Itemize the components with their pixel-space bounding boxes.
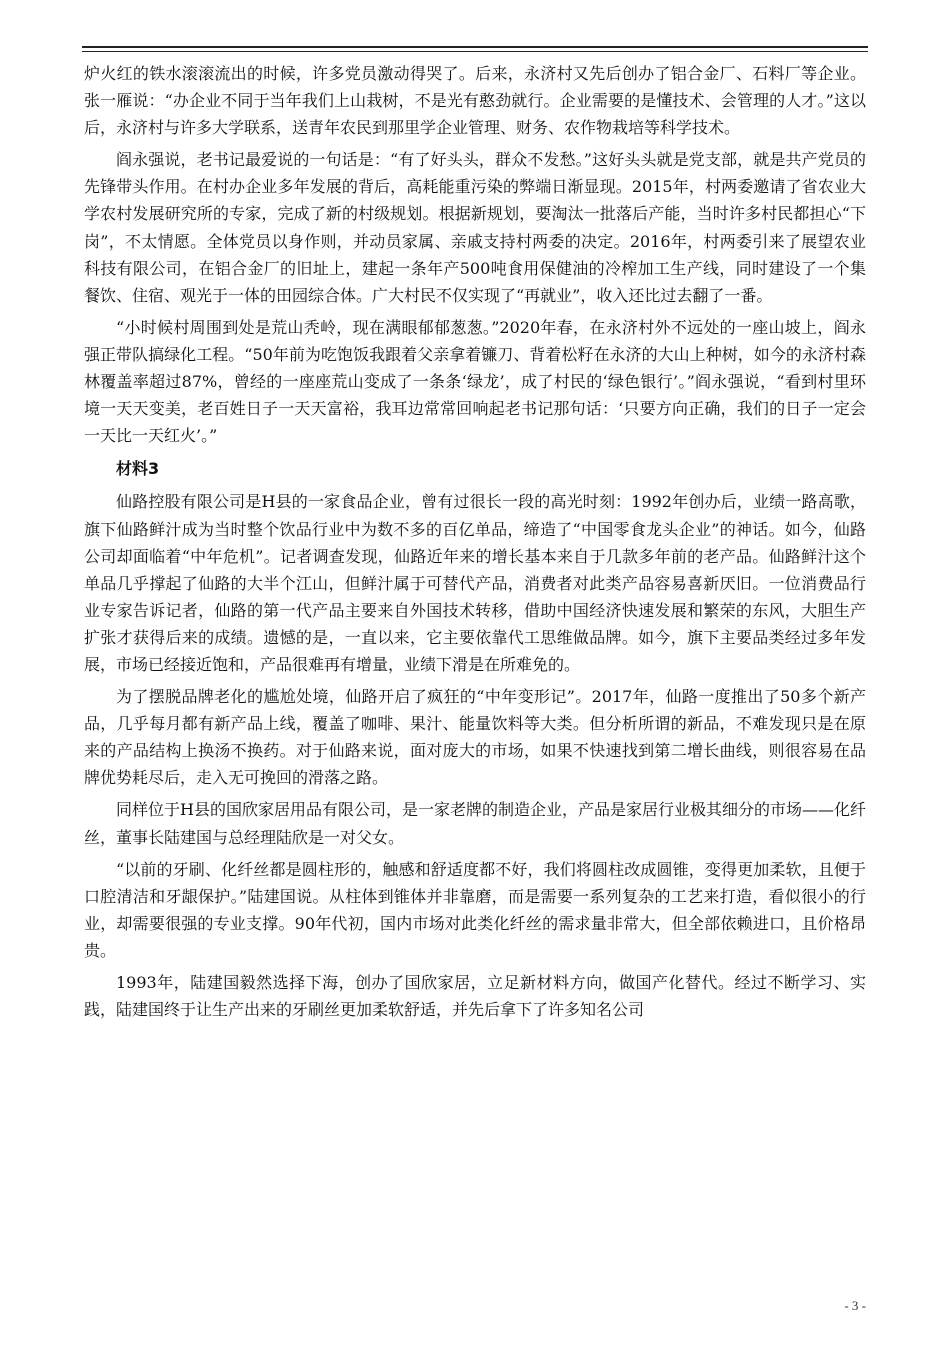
paragraph: 仙路控股有限公司是H县的一家食品企业，曾有过很长一段的高光时刻：1992年创办后，业绩一路高歌，旗下仙路鲜汁成为当时整个饮品行业中为数不多的百亿单品，缔造了“中国零食龙头企业”的神话。如今，仙路公司却面临着“中年危机”。记者调查发现，仙路近年来的增长基本来自于几款多年前的老产品。仙路鲜汁这个单品几乎撑起了仙路的大半个江山，但鲜汁属于可替代产品，消费者对此类产品容易喜新厌旧。一位消费品行业专家告诉记者，仙路的第一代产品主要来自外国技术转移，借助中国经济快速发展和繁荣的东风，大胆生产扩张才获得后来的成绩。遗憾的是，一直以来，它主要依靠代工思维做品牌。如今，旗下主要品类经过多年发展，市场已经接近饱和，产品很难再有增量，业绩下滑是在所难免的。	[84, 492, 866, 674]
paragraph-continued: 炉火红的铁水滚滚流出的时候，许多党员激动得哭了。后来，永济村又先后创办了铝合金厂、石料厂等企业。张一雁说：“办企业不同于当年我们上山栽树，不是光有憨劲就行。企业需要的是懂技术、会管理的人才。”这以后，永济村与许多大学联系，送青年农民到那里学企业管理、财务、农作物栽培等科学技术。	[84, 64, 866, 138]
paragraph: “小时候村周围到处是荒山秃岭，现在满眼郁郁葱葱。”2020年春，在永济村外不远处的一座山坡上，阎永强正带队搞绿化工程。“50年前为吃饱饭我跟着父亲拿着镰刀、背着松籽在永济的大山上种树，如今的永济村森林覆盖率超过87%，曾经的一座座荒山变成了一条条‘绿龙’，成了村民的‘绿色银行’。”阎永强说，“看到村里环境一天天变美，老百姓日子一天天富裕，我耳边常常回响起老书记那句话：‘只要方向正确，我们的日子一定会一天比一天红火’。”	[84, 317, 866, 446]
page-number: - 3 -	[844, 1298, 866, 1313]
paragraph: 为了摆脱品牌老化的尴尬处境，仙路开启了疯狂的“中年变形记”。2017年，仙路一度推出了50多个新产品，几乎每月都有新产品上线，覆盖了咖啡、果汁、能量饮料等大类。但分析所谓的新品，不难发现只是在原来的产品结构上换汤不换药。对于仙路来说，面对庞大的市场，如果不快速找到第二增长曲线，则很容易在品牌优势耗尽后，走入无可挽回的滑落之路。	[84, 687, 866, 788]
section-heading: 材料3	[116, 459, 160, 479]
paragraph: 同样位于H县的国欣家居用品有限公司，是一家老牌的制造企业，产品是家居行业极其细分的市场——化纤丝，董事长陆建国与总经理陆欣是一对父女。	[84, 800, 866, 847]
paragraph: 1993年，陆建国毅然选择下海，创办了国欣家居，立足新材料方向，做国产化替代。经过不断学习、实践，陆建国终于让生产出来的牙刷丝更加柔软舒适，并先后拿下了许多知名公司	[84, 973, 866, 1020]
paragraph: “以前的牙刷、化纤丝都是圆柱形的，触感和舒适度都不好，我们将圆柱改成圆锥，变得更加柔软，且便于口腔清洁和牙龈保护。”陆建国说。从柱体到锥体并非靠磨，而是需要一系列复杂的工艺来打造，看似很小的行业，却需要很强的专业支撑。90年代初，国内市场对此类化纤丝的需求量非常大，但全部依赖进口，且价格昂贵。	[84, 859, 866, 960]
header-rule-thin	[82, 51, 868, 52]
paragraph: 阎永强说，老书记最爱说的一句话是：“有了好头头，群众不发愁。”这好头头就是党支部，就是共产党员的先锋带头作用。在村办企业多年发展的背后，高耗能重污染的弊端日渐显现。2015年，村两委邀请了省农业大学农村发展研究所的专家，完成了新的村级规划。根据新规划，要淘汰一批落后产能，当时许多村民都担心“下岗”，不太情愿。全体党员以身作则，并动员家属、亲戚支持村两委的决定。2016年，村两委引来了展望农业科技有限公司，在铝合金厂的旧址上，建起一条年产500吨食用保健油的冷榨加工生产线，同时建设了一个集餐饮、住宿、观光于一体的田园综合体。广大村民不仅实现了“再就业”，收入还比过去翻了一番。	[84, 150, 866, 305]
document-body	[84, 60, 866, 1028]
header-rule-thick	[82, 46, 868, 48]
